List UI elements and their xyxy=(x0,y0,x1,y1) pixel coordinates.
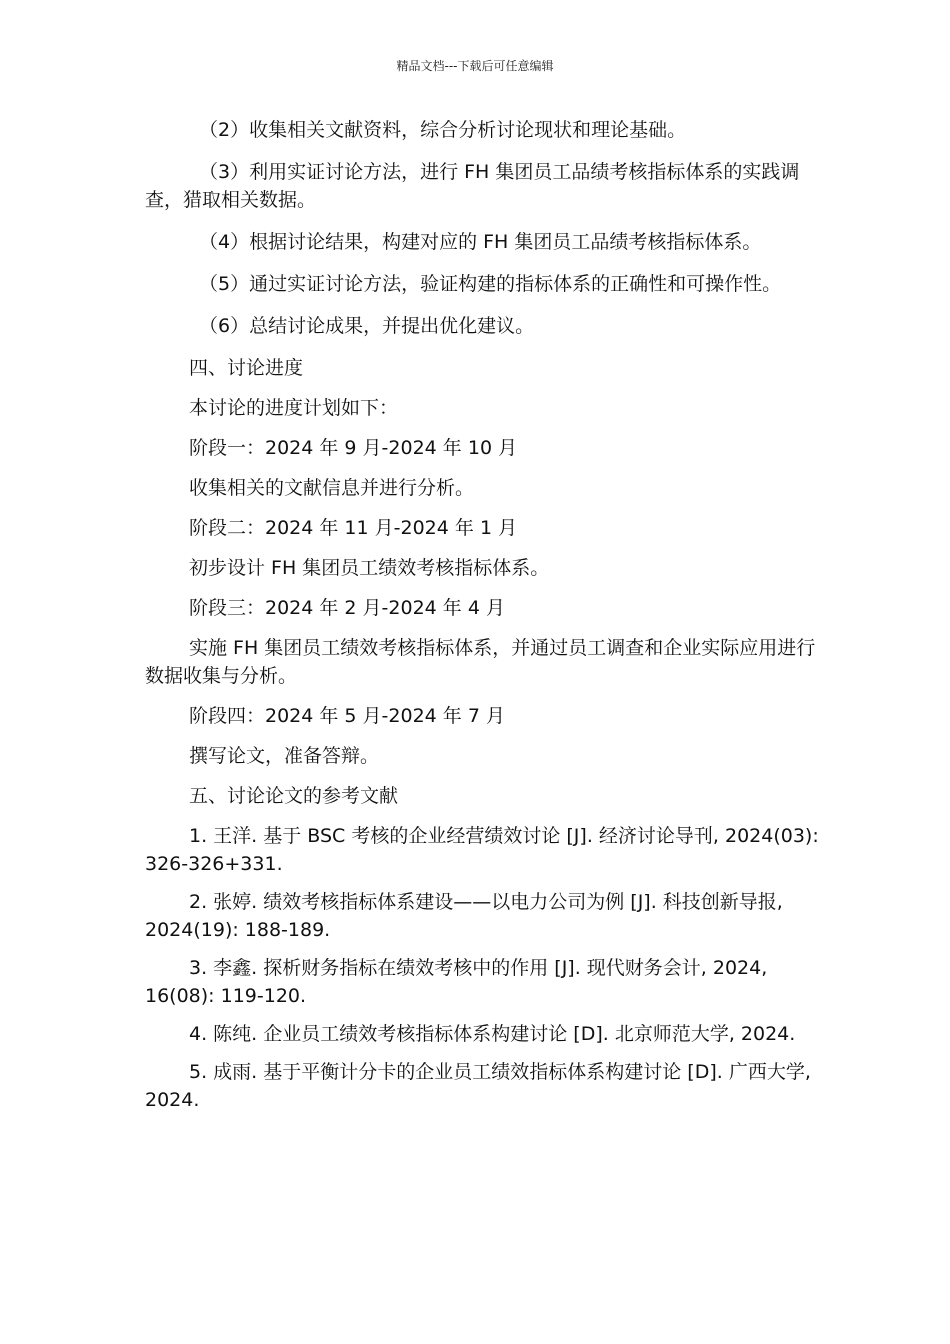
stage-2-title: 阶段二：2024 年 11 月-2024 年 1 月 xyxy=(189,517,518,539)
stage-1-desc: 收集相关的文献信息并进行分析。 xyxy=(189,477,475,499)
progress-intro: 本讨论的进度计划如下： xyxy=(189,397,399,419)
reference-item: 3. 李鑫. 探析财务指标在绩效考核中的作用 [J]. 现代财务会计, 2024, 16(08): 119-120. xyxy=(145,957,768,1007)
stage-1-title: 阶段一：2024 年 9 月-2024 年 10 月 xyxy=(189,437,518,459)
document-body xyxy=(145,116,820,1124)
step-5: （5）通过实证讨论方法，验证构建的指标体系的正确性和可操作性。 xyxy=(199,273,782,295)
reference-item: 2. 张婷. 绩效考核指标体系建设——以电力公司为例 [J]. 科技创新导报, 2024(19): 188-189. xyxy=(145,891,783,941)
page-header: 精品文档---下载后可任意编辑 xyxy=(396,59,554,73)
reference-item: 1. 王洋. 基于 BSC 考核的企业经营绩效讨论 [J]. 经济讨论导刊, 2024(03): 326-326+331. xyxy=(145,825,819,875)
stage-4-desc: 撰写论文，准备答辩。 xyxy=(189,745,380,767)
stage-2-desc: 初步设计 FH 集团员工绩效考核指标体系。 xyxy=(189,557,550,579)
reference-item: 5. 成雨. 基于平衡计分卡的企业员工绩效指标体系构建讨论 [D]. 广西大学, 2024. xyxy=(145,1061,811,1111)
stage-3-desc: 实施 FH 集团员工绩效考核指标体系，并通过员工调查和企业实际应用进行数据收集与分析。 xyxy=(145,637,816,687)
progress-heading: 四、讨论进度 xyxy=(189,357,304,379)
stage-3-title: 阶段三：2024 年 2 月-2024 年 4 月 xyxy=(189,597,505,619)
stage-4-title: 阶段四：2024 年 5 月-2024 年 7 月 xyxy=(189,705,505,727)
references-heading: 五、讨论论文的参考文献 xyxy=(189,785,399,807)
step-2: （2）收集相关文献资料，综合分析讨论现状和理论基础。 xyxy=(199,119,687,141)
reference-list xyxy=(145,822,820,1114)
step-3: （3）利用实证讨论方法，进行 FH 集团员工品绩考核指标体系的实践调查，猎取相关数据。 xyxy=(145,161,800,211)
step-4: （4）根据讨论结果，构建对应的 FH 集团员工品绩考核指标体系。 xyxy=(199,231,762,253)
reference-item: 4. 陈纯. 企业员工绩效考核指标体系构建讨论 [D]. 北京师范大学, 2024. xyxy=(189,1023,796,1045)
step-6: （6）总结讨论成果，并提出优化建议。 xyxy=(199,315,535,337)
